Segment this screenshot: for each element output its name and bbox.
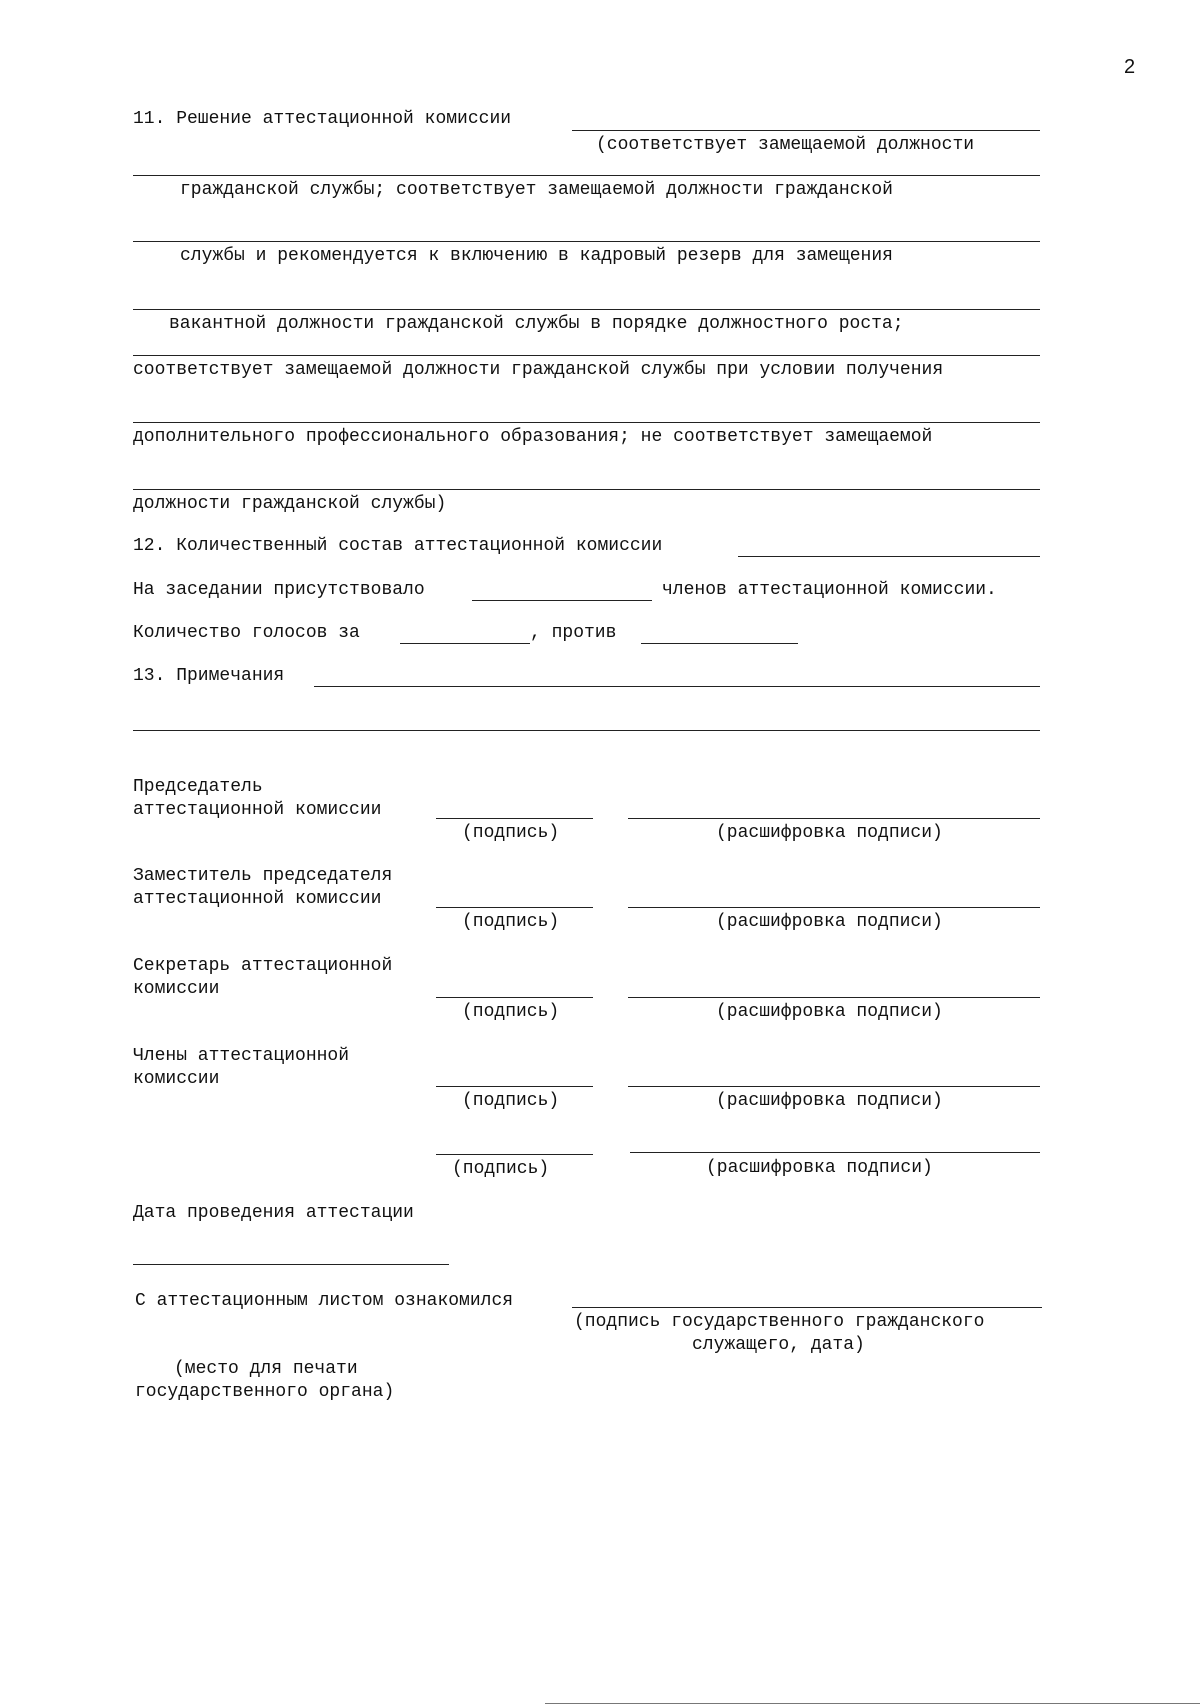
- notes-field[interactable]: [133, 730, 1040, 731]
- chairman-label: Председатель: [133, 777, 263, 797]
- signature-caption: (подпись): [452, 1159, 550, 1179]
- member-signature-field[interactable]: [436, 1154, 593, 1155]
- stamp-place-label: государственного органа): [135, 1382, 395, 1402]
- decision-line[interactable]: [133, 489, 1040, 490]
- votes-for-field[interactable]: [400, 643, 530, 644]
- section-12-label: 12. Количественный состав аттестационной комиссии: [133, 536, 663, 556]
- notes-field[interactable]: [314, 686, 1040, 687]
- name-caption: (расшифровка подписи): [706, 1158, 933, 1178]
- chairman-label: аттестационной комиссии: [133, 800, 382, 820]
- chairman-name-field[interactable]: [628, 818, 1040, 819]
- votes-against-label: , против: [530, 623, 617, 643]
- decision-line[interactable]: [133, 422, 1040, 423]
- decision-option-line: соответствует замещаемой должности гражданской службы при условии получения: [133, 360, 944, 380]
- name-caption: (расшифровка подписи): [716, 1002, 943, 1022]
- present-count-field[interactable]: [472, 600, 652, 601]
- page-number: 2: [1124, 56, 1136, 78]
- decision-line[interactable]: [133, 309, 1040, 310]
- decision-option-line: должности гражданской службы): [133, 494, 447, 514]
- decision-line[interactable]: [133, 241, 1040, 242]
- attestation-date-field[interactable]: [133, 1264, 449, 1265]
- member-name-field[interactable]: [630, 1152, 1040, 1153]
- stamp-place-label: (место для печати: [174, 1359, 358, 1379]
- decision-option-line: дополнительного профессионального образования; не соответствует замещаемой: [133, 427, 933, 447]
- deputy-signature-field[interactable]: [436, 907, 593, 908]
- name-caption: (расшифровка подписи): [716, 1091, 943, 1111]
- decision-option-line: службы и рекомендуется к включению в кадровый резерв для замещения: [180, 246, 893, 266]
- secretary-label: Секретарь аттестационной: [133, 956, 393, 976]
- present-label: На заседании присутствовало: [133, 580, 425, 600]
- secretary-signature-field[interactable]: [436, 997, 593, 998]
- employee-signature-caption: (подпись государственного гражданского: [574, 1312, 985, 1332]
- name-caption: (расшифровка подписи): [716, 912, 943, 932]
- decision-line[interactable]: [133, 175, 1040, 176]
- decision-line[interactable]: [572, 130, 1040, 131]
- secretary-name-field[interactable]: [628, 997, 1040, 998]
- commission-size-field[interactable]: [738, 556, 1040, 557]
- secretary-label: комиссии: [133, 979, 220, 999]
- scan-edge-line: [545, 1703, 1200, 1704]
- section-13-label: 13. Примечания: [133, 666, 285, 686]
- member-signature-field[interactable]: [436, 1086, 593, 1087]
- signature-caption: (подпись): [462, 1091, 560, 1111]
- name-caption: (расшифровка подписи): [716, 823, 943, 843]
- chairman-signature-field[interactable]: [436, 818, 593, 819]
- employee-signature-field[interactable]: [572, 1307, 1042, 1308]
- decision-option-line: вакантной должности гражданской службы в порядке должностного роста;: [169, 314, 904, 334]
- acquainted-label: С аттестационным листом ознакомился: [135, 1291, 514, 1311]
- members-label: Члены аттестационной: [133, 1046, 350, 1066]
- signature-caption: (подпись): [462, 1002, 560, 1022]
- present-suffix: членов аттестационной комиссии.: [662, 580, 997, 600]
- votes-against-field[interactable]: [641, 643, 798, 644]
- deputy-name-field[interactable]: [628, 907, 1040, 908]
- decision-line[interactable]: [133, 355, 1040, 356]
- decision-option-line: гражданской службы; соответствует замещаемой должности гражданской: [180, 180, 893, 200]
- attestation-date-label: Дата проведения аттестации: [133, 1203, 414, 1223]
- members-label: комиссии: [133, 1069, 220, 1089]
- deputy-label: аттестационной комиссии: [133, 889, 382, 909]
- member-name-field[interactable]: [628, 1086, 1040, 1087]
- decision-option-line: (соответствует замещаемой должности: [596, 135, 975, 155]
- section-11-label: 11. Решение аттестационной комиссии: [133, 109, 512, 129]
- signature-caption: (подпись): [462, 823, 560, 843]
- signature-caption: (подпись): [462, 912, 560, 932]
- employee-signature-caption: служащего, дата): [692, 1335, 865, 1355]
- votes-for-label: Количество голосов за: [133, 623, 360, 643]
- deputy-label: Заместитель председателя: [133, 866, 393, 886]
